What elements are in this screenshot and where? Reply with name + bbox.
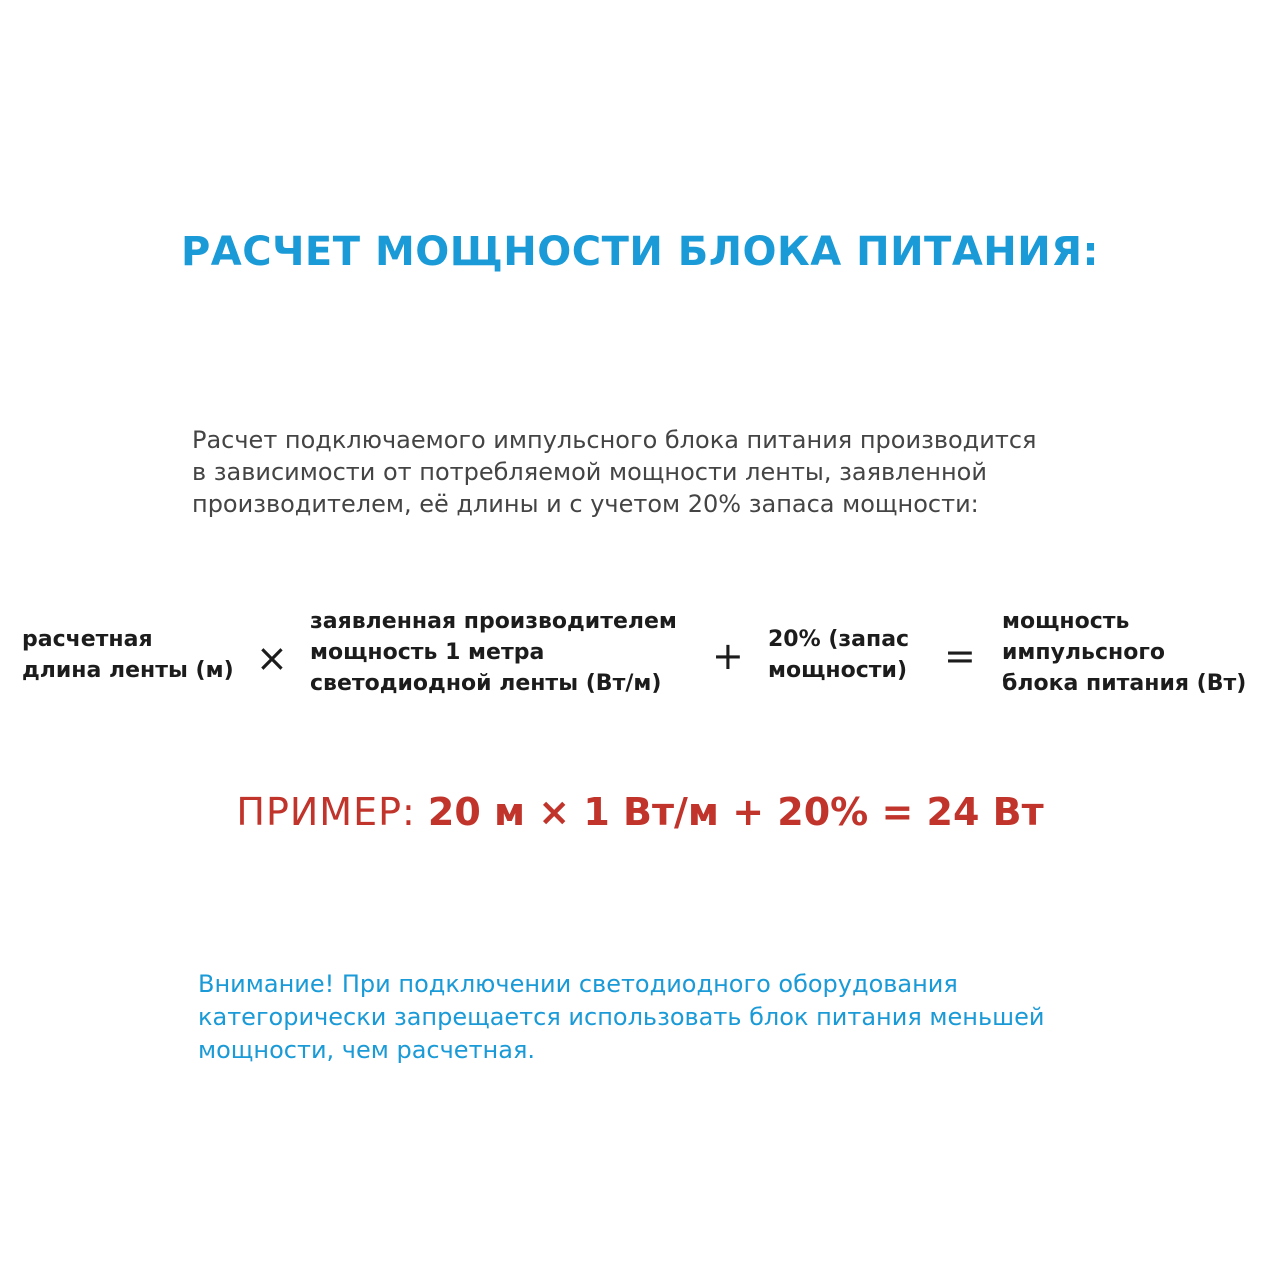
warning-line: мощности, чем расчетная. xyxy=(198,1036,536,1064)
formula-term-power-reserve xyxy=(768,624,909,686)
example-expression: 20 м × 1 Вт/м + 20% = 24 Вт xyxy=(427,790,1044,834)
intro-paragraph xyxy=(192,424,1112,520)
warning-line: категорически запрещается использовать блок питания меньшей xyxy=(198,1003,1045,1031)
formula-term-line: расчетная xyxy=(22,627,153,652)
formula-term-line: длина ленты (м) xyxy=(22,658,234,683)
formula-term-line: 20% (запас xyxy=(768,627,910,652)
intro-line: в зависимости от потребляемой мощности ленты, заявленной xyxy=(192,458,987,486)
page-title: РАСЧЕТ МОЩНОСТИ БЛОКА ПИТАНИЯ: xyxy=(180,229,1100,275)
formula-term-line: мощности) xyxy=(768,658,907,683)
formula-term-line: импульсного xyxy=(1002,640,1165,665)
formula-term-strip-length xyxy=(22,624,234,686)
formula-term-power-per-meter xyxy=(310,606,677,699)
formula-term-result-power xyxy=(1002,606,1246,699)
example-label: ПРИМЕР: xyxy=(236,790,416,834)
example-calculation xyxy=(0,784,1280,840)
multiply-operator: × xyxy=(256,636,288,680)
warning-note xyxy=(198,968,1118,1067)
formula-term-line: светодиодной ленты (Вт/м) xyxy=(310,671,662,696)
plus-operator: + xyxy=(712,634,744,678)
formula-term-line: мощность 1 метра xyxy=(310,640,545,665)
equals-operator: = xyxy=(944,634,976,678)
intro-line: Расчет подключаемого импульсного блока питания производится xyxy=(192,426,1037,454)
warning-line: Внимание! При подключении светодиодного оборудования xyxy=(198,970,958,998)
formula-term-line: блока питания (Вт) xyxy=(1002,671,1247,696)
formula-term-line: мощность xyxy=(1002,609,1130,634)
formula-term-line: заявленная производителем xyxy=(310,609,677,634)
intro-line: производителем, её длины и с учетом 20% запаса мощности: xyxy=(192,490,979,518)
